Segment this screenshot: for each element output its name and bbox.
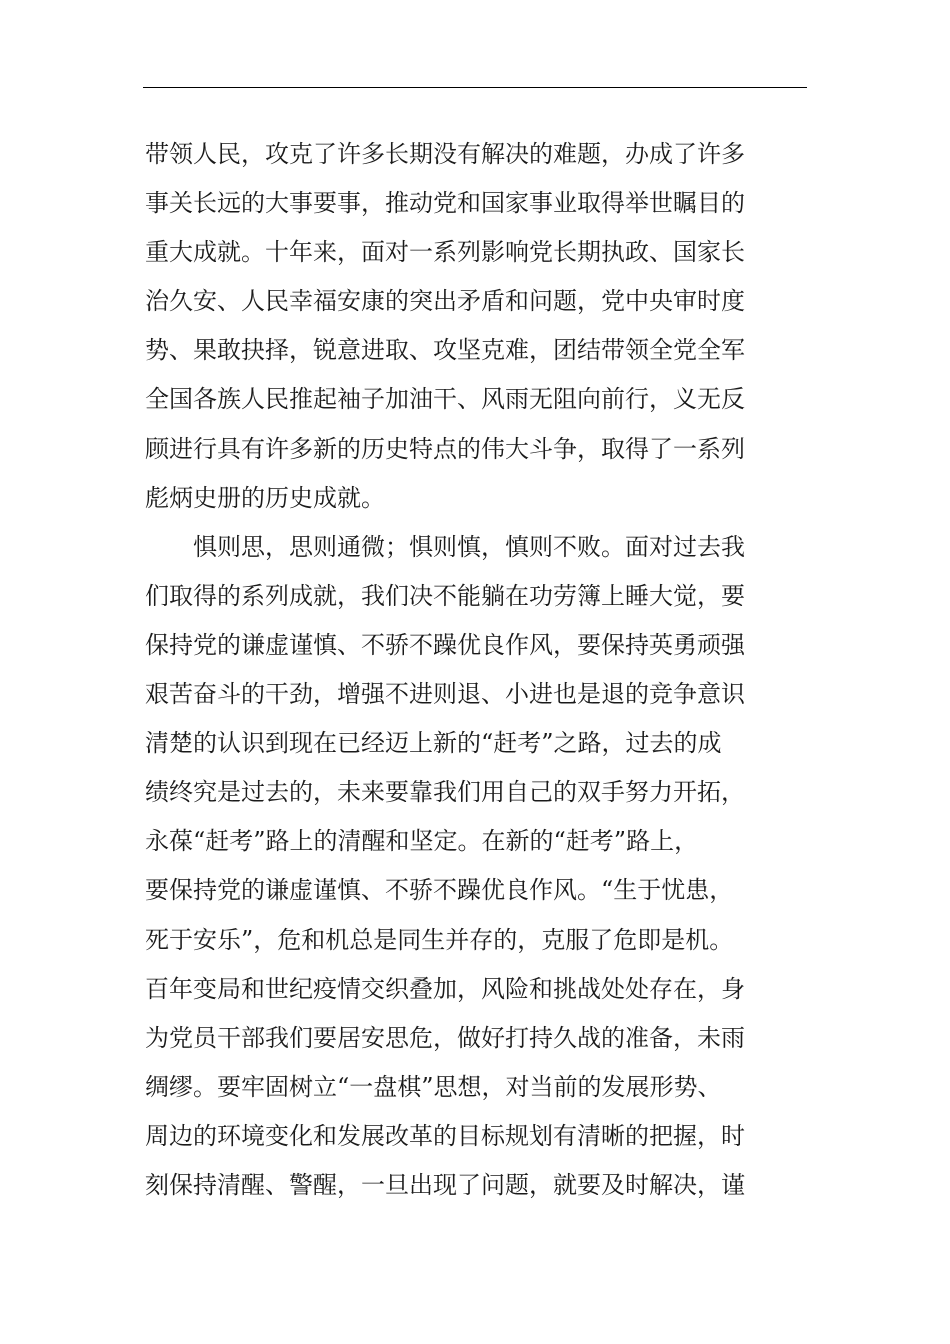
text-line: 清楚的认识到现在已经迈上新的“赶考”之路，过去的成 (145, 729, 722, 758)
header-rule (143, 87, 807, 88)
text-line: 保持党的谦虚谨慎、不骄不躁优良作风，要保持英勇顽强 (145, 630, 745, 659)
text-line: 艰苦奋斗的干劲，增强不进则退、小进也是退的竞争意识 (145, 680, 745, 709)
text-line: 治久安、人民幸福安康的突出矛盾和问题，党中央审时度 (145, 287, 745, 316)
text-line: 要保持党的谦虚谨慎、不骄不躁优良作风。“生于忧患， (145, 876, 734, 905)
text-line: 刻保持清醒、警醒，一旦出现了问题，就要及时解决，谨 (145, 1170, 745, 1199)
text-line: 重大成就。十年来，面对一系列影响党长期执政、国家长 (145, 238, 745, 267)
text-line: 死于安乐”，危和机总是同生并存的，克服了危即是机。 (145, 925, 734, 954)
text-line: 彪炳史册的历史成就。 (145, 483, 385, 512)
text-line: 带领人民，攻克了许多长期没有解决的难题，办成了许多 (145, 140, 745, 168)
text-line: 永葆“赶考”路上的清醒和坚定。在新的“赶考”路上， (145, 827, 699, 856)
text-line: 为党员干部我们要居安思危，做好打持久战的准备，未雨 (145, 1023, 745, 1052)
text-line: 周边的环境变化和发展改革的目标规划有清晰的把握，时 (145, 1121, 745, 1150)
text-line: 绸缪。要牢固树立“一盘棋”思想，对当前的发展形势、 (145, 1072, 722, 1101)
paragraph-2 (145, 523, 815, 1210)
text-line: 全国各族人民推起袖子加油干、风雨无阻向前行，义无反 (145, 385, 745, 414)
text-line: 惧则思，思则通微；惧则慎，慎则不败。面对过去我 (193, 532, 745, 561)
document-body (145, 130, 815, 1210)
text-line: 事关长远的大事要事，推动党和国家事业取得举世瞩目的 (145, 189, 745, 218)
text-line: 们取得的系列成就，我们决不能躺在功劳簿上睡大觉，要 (145, 581, 745, 610)
text-line: 顾进行具有许多新的历史特点的伟大斗争，取得了一系列 (145, 434, 745, 463)
text-line: 势、果敢抉择，锐意进取、攻坚克难，团结带领全党全军 (145, 336, 745, 365)
text-line: 百年变局和世纪疫情交织叠加，风险和挑战处处存在，身 (145, 974, 745, 1003)
text-line: 绩终究是过去的，未来要靠我们用自己的双手努力开拓， (145, 778, 745, 807)
paragraph-1 (145, 130, 815, 523)
